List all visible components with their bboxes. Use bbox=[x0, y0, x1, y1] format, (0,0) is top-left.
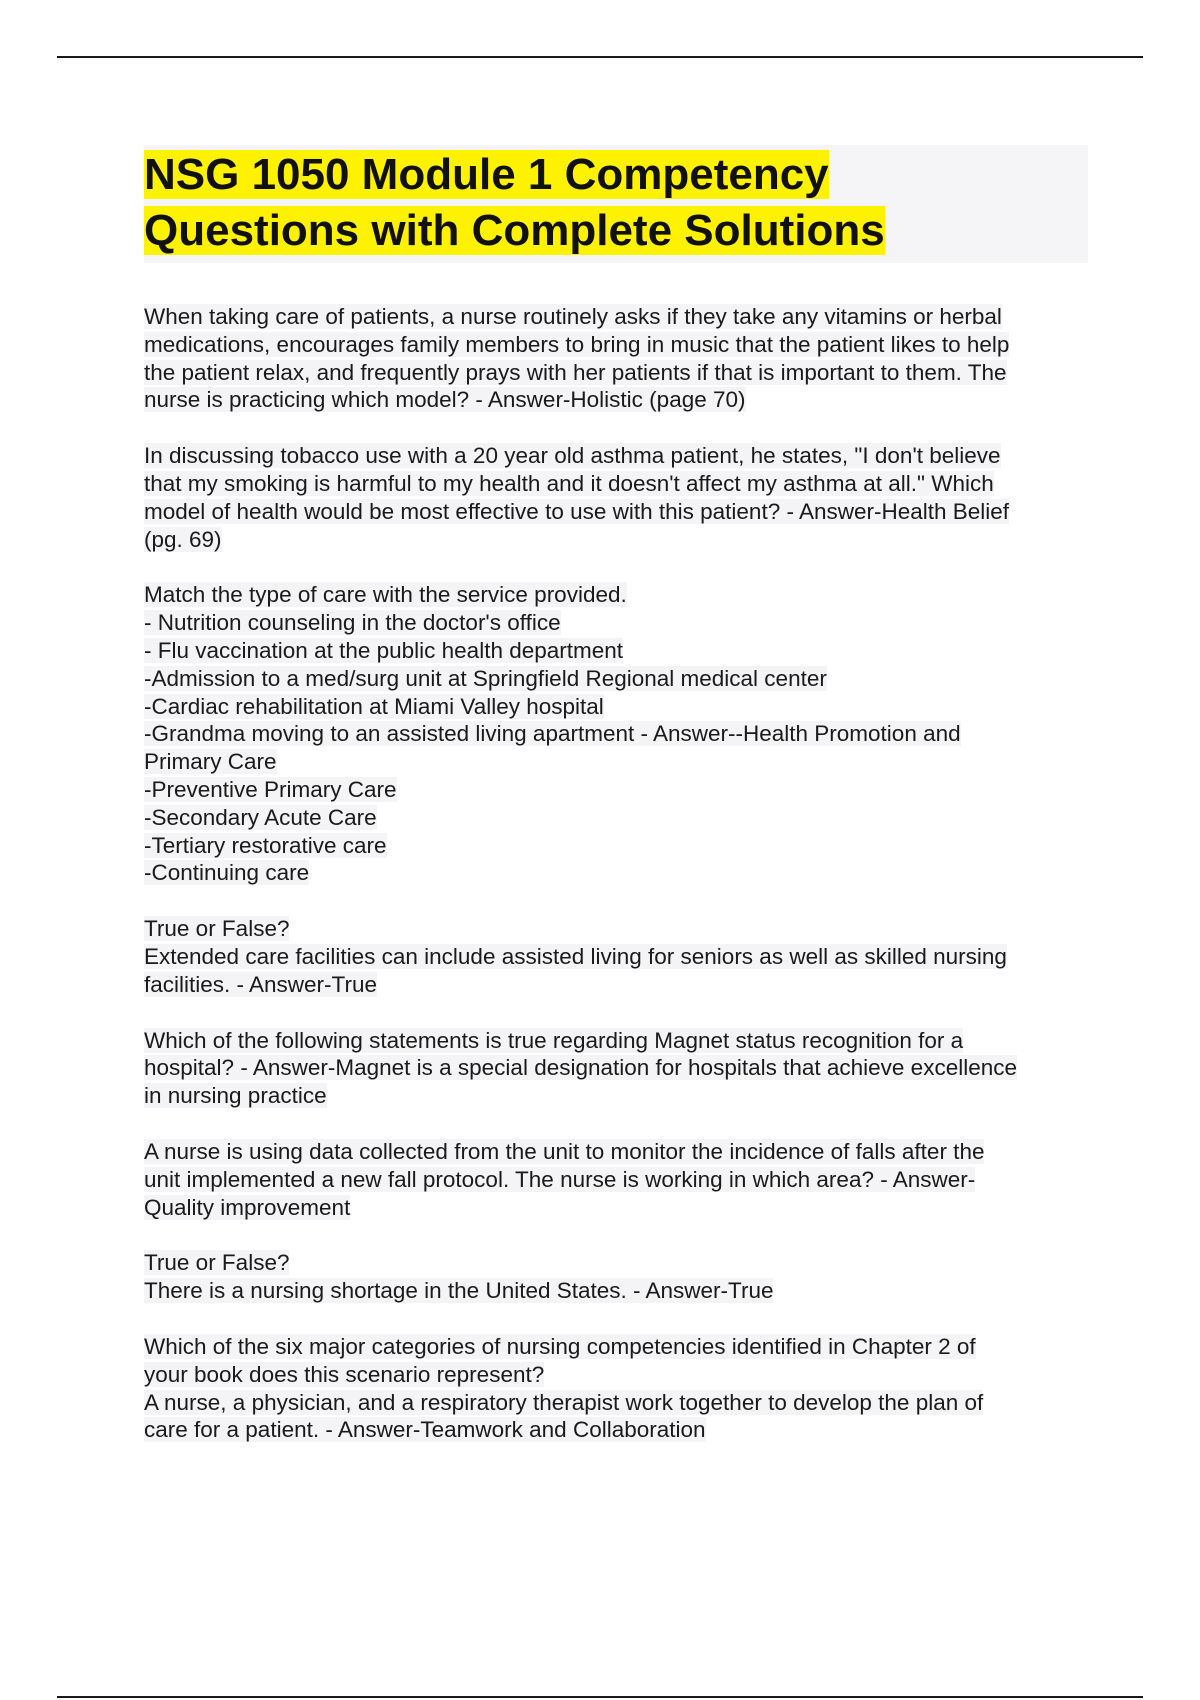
qa-item bbox=[144, 442, 1096, 553]
qa-line-text: Primary Care bbox=[144, 749, 277, 775]
qa-line bbox=[144, 470, 1096, 498]
qa-line bbox=[144, 943, 1096, 971]
qa-line-text: In discussing tobacco use with a 20 year old asthma patient, he states, "I don't believe bbox=[144, 443, 1001, 469]
qa-line bbox=[144, 637, 1096, 665]
qa-line bbox=[144, 1194, 1096, 1222]
qa-line-text: Which of the following statements is true regarding Magnet status recognition for a bbox=[144, 1027, 964, 1053]
qa-line bbox=[144, 776, 1096, 804]
qa-line-text: your book does this scenario represent? bbox=[144, 1361, 545, 1387]
qa-line bbox=[144, 331, 1096, 359]
qa-line bbox=[144, 581, 1096, 609]
qa-line-text: There is a nursing shortage in the United States. - Answer-True bbox=[144, 1278, 774, 1304]
qa-line bbox=[144, 1027, 1096, 1055]
qa-item bbox=[144, 1333, 1096, 1444]
top-rule bbox=[57, 56, 1143, 58]
qa-item bbox=[144, 915, 1096, 998]
qa-item bbox=[144, 1138, 1096, 1221]
qa-line bbox=[144, 832, 1096, 860]
qa-line-text: facilities. - Answer-True bbox=[144, 971, 377, 997]
qa-line bbox=[144, 1054, 1096, 1082]
qa-line bbox=[144, 609, 1096, 637]
title-line-1: NSG 1050 Module 1 Competency bbox=[144, 150, 829, 199]
qa-line-text: the patient relax, and frequently prays with her patients if that is important to them. The bbox=[144, 359, 1007, 385]
qa-line-text: -Tertiary restorative care bbox=[144, 832, 387, 858]
qa-line bbox=[144, 1361, 1096, 1389]
qa-line-text: Match the type of care with the service provided. bbox=[144, 582, 627, 608]
qa-line bbox=[144, 359, 1096, 387]
qa-line-text: -Preventive Primary Care bbox=[144, 776, 397, 802]
qa-line bbox=[144, 303, 1096, 331]
qa-line-text: medications, encourages family members to bring in music that the patient likes to help bbox=[144, 331, 1010, 357]
qa-line-text: -Admission to a med/surg unit at Springfield Regional medical center bbox=[144, 665, 827, 691]
qa-line bbox=[144, 804, 1096, 832]
qa-line-text: When taking care of patients, a nurse routinely asks if they take any vitamins or herbal bbox=[144, 304, 1002, 329]
qa-line-text: - Nutrition counseling in the doctor's office bbox=[144, 610, 561, 636]
qa-line-text: in nursing practice bbox=[144, 1083, 327, 1109]
qa-line bbox=[144, 720, 1096, 748]
qa-line-text: model of health would be most effective to use with this patient? - Answer-Health Belief bbox=[144, 498, 1010, 524]
qa-line bbox=[144, 386, 1096, 414]
qa-line bbox=[144, 915, 1096, 943]
qa-line-text: (pg. 69) bbox=[144, 526, 222, 552]
qa-line bbox=[144, 693, 1096, 721]
qa-line-text: -Secondary Acute Care bbox=[144, 804, 377, 830]
qa-line-text: Which of the six major categories of nursing competencies identified in Chapter 2 of bbox=[144, 1333, 976, 1359]
qa-line-text: nurse is practicing which model? - Answer-Holistic (page 70) bbox=[144, 387, 746, 413]
qa-line-text: A nurse, a physician, and a respiratory therapist work together to develop the plan of bbox=[144, 1389, 984, 1415]
qa-line bbox=[144, 1277, 1096, 1305]
qa-line bbox=[144, 1138, 1096, 1166]
qa-line bbox=[144, 1166, 1096, 1194]
qa-line-text: that my smoking is harmful to my health and it doesn't affect my asthma at all." Which bbox=[144, 470, 994, 496]
document-title bbox=[144, 145, 1088, 263]
qa-line bbox=[144, 1416, 1096, 1444]
qa-line-text: Quality improvement bbox=[144, 1194, 351, 1220]
qa-line-text: Extended care facilities can include assisted living for seniors as well as skilled nursing bbox=[144, 943, 1007, 969]
qa-line bbox=[144, 1082, 1096, 1110]
qa-line bbox=[144, 498, 1096, 526]
qa-line bbox=[144, 1249, 1096, 1277]
qa-line-text: - Flu vaccination at the public health department bbox=[144, 637, 624, 663]
qa-line bbox=[144, 859, 1096, 887]
title-line-2: Questions with Complete Solutions bbox=[144, 206, 885, 255]
qa-line-text: unit implemented a new fall protocol. The nurse is working in which area? - Answer- bbox=[144, 1166, 976, 1192]
qa-line bbox=[144, 1389, 1096, 1417]
bottom-rule bbox=[57, 1696, 1143, 1698]
qa-item bbox=[144, 581, 1096, 887]
qa-line bbox=[144, 665, 1096, 693]
qa-line-text: -Cardiac rehabilitation at Miami Valley hospital bbox=[144, 693, 604, 719]
qa-item bbox=[144, 1027, 1096, 1110]
qa-line-text: True or False? bbox=[144, 916, 290, 942]
qa-line bbox=[144, 442, 1096, 470]
qa-line-text: care for a patient. - Answer-Teamwork and Collaboration bbox=[144, 1417, 706, 1443]
qa-line-text: -Grandma moving to an assisted living apartment - Answer--Health Promotion and bbox=[144, 721, 961, 747]
qa-line-text: True or False? bbox=[144, 1250, 290, 1276]
qa-line bbox=[144, 748, 1096, 776]
qa-line-text: -Continuing care bbox=[144, 860, 310, 886]
qa-line-text: A nurse is using data collected from the unit to monitor the incidence of falls after the bbox=[144, 1138, 985, 1164]
qa-item bbox=[144, 1249, 1096, 1305]
question-list bbox=[144, 303, 1096, 1472]
qa-item bbox=[144, 303, 1096, 414]
qa-line bbox=[144, 971, 1096, 999]
qa-line-text: hospital? - Answer-Magnet is a special designation for hospitals that achieve excellence bbox=[144, 1055, 1017, 1081]
qa-line bbox=[144, 1333, 1096, 1361]
qa-line bbox=[144, 526, 1096, 554]
